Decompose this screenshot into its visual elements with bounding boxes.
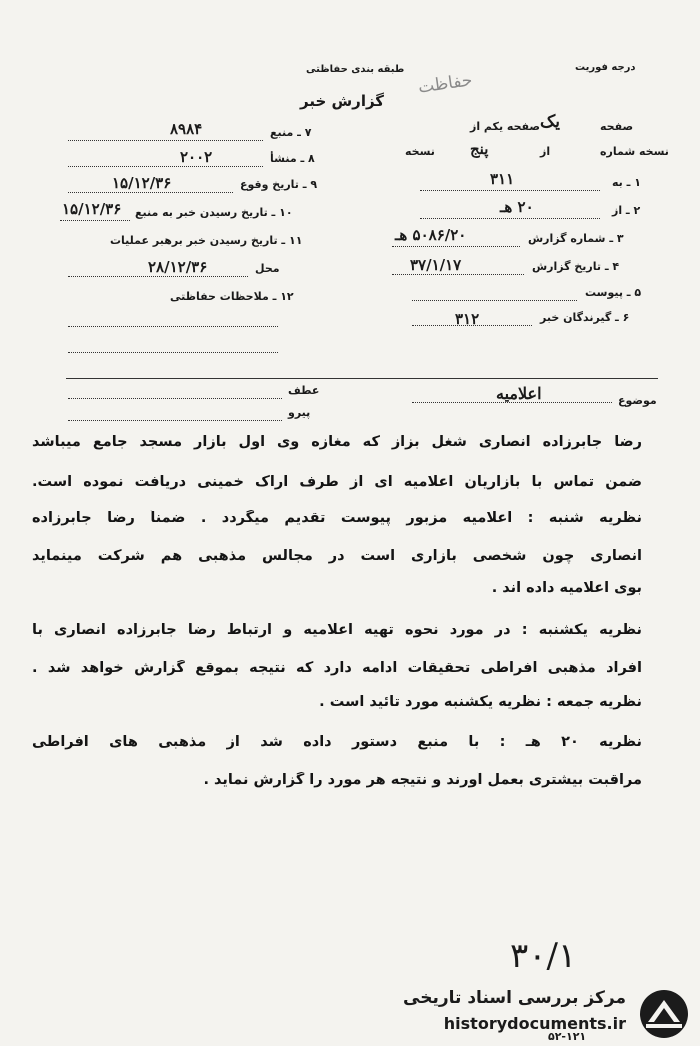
- form-item-recipients-label: ۶ ـ گیرندگان خبر: [540, 311, 630, 324]
- body-line: بوی اعلامیه داده اند .: [491, 580, 642, 596]
- page-number-label: صفحه یکم از: [470, 120, 541, 133]
- body-line: ضمن تماس با بازاریان اعلامیه ای از طرف اراک خمینی دریافت نموده است.: [32, 474, 642, 490]
- body-line: افراد مذهبی افراطی تحقیقات ادامه دارد که نتیجه بموقع گزارش خواهد شد .: [32, 660, 642, 676]
- form-item-report-number-label: ۳ ـ شماره گزارش: [528, 232, 624, 245]
- page-number-value: یک: [540, 112, 560, 132]
- body-line: انصاری چون شخصی بازاری است در مجالس مذهبی هم شرکت مینماید: [32, 548, 642, 564]
- body-line: رضا جابرزاده انصاری شغل بزاز که مغازه وی اول بازار مسجد جامع میباشد: [32, 434, 642, 450]
- form-item-to-value: ۳۱۱: [490, 170, 515, 188]
- watermark-url[interactable]: historydocuments.ir: [443, 1014, 626, 1033]
- form-item-origin-label: ۸ ـ منشأ: [270, 152, 315, 165]
- form-item-from-label: ۲ ـ از: [612, 204, 641, 217]
- reference-label: عطف: [288, 384, 320, 397]
- watermark: [403, 982, 700, 1046]
- classification-label: طبقه بندی حفاظتی: [306, 64, 405, 75]
- page-number-word: صفحه: [600, 120, 634, 133]
- form-item-report-date-value: ۳۷/۱/۱۷: [410, 256, 462, 274]
- form-item-report-date-label: ۴ ـ تاریخ گزارش: [532, 260, 620, 273]
- form-item-origin-value: ۲۰۰۲: [180, 148, 213, 166]
- form-item-place-value: ۲۸/۱۲/۳۶: [148, 258, 208, 276]
- watermark-org-name: مرکز بررسی اسناد تاریخی: [403, 988, 626, 1008]
- form-code: ۵۲-۱۲۱: [548, 1030, 587, 1043]
- form-item-source-date-value: ۱۵/۱۲/۳۶: [62, 200, 122, 218]
- form-item-operations-date-label: ۱۱ ـ تاریخ رسیدن خبر برهبر عملیات: [110, 234, 303, 247]
- body-line: نظریه جمعه : نظریه یکشنبه مورد تائید است .: [319, 694, 642, 710]
- body-line: مراقبت بیشتری بعمل آورند و نتیجه هر مورد را گزارش نماید .: [203, 772, 642, 788]
- form-item-from-value: ۲۰ هـ: [500, 198, 534, 216]
- followup-label: پیرو: [288, 406, 311, 419]
- form-item-event-date-label: ۹ ـ تاریخ وقوع: [240, 178, 318, 191]
- form-item-report-number-value: ۵۰۸۶/۲۰ هـ: [395, 226, 467, 244]
- form-item-attachment-label: ۵ ـ پیوست: [585, 286, 642, 299]
- form-item-source-value: ۸۹۸۴: [170, 120, 203, 138]
- form-item-source-label: ۷ ـ منبع: [270, 126, 312, 139]
- form-item-source-date-label: ۱۰ ـ تاریخ رسیدن خبر به منبع: [135, 206, 293, 219]
- copy-from-label: از: [540, 145, 551, 158]
- form-item-event-date-value: ۱۵/۱۲/۳۶: [112, 174, 172, 192]
- form-item-security-notes-label: ۱۲ ـ ملاحظات حفاظتی: [170, 290, 294, 303]
- form-item-to-label: ۱ ـ به: [612, 176, 641, 189]
- priority-label: درجه فوریت: [575, 62, 636, 73]
- body-line: نظریه یکشنبه : در مورد نحوه تهیه اعلامیه و ارتباط رضا جابرزاده انصاری با: [32, 622, 642, 638]
- body-line: نظریه ۲۰ هـ : با منبع دستور داده شد از مذهبی های افراطی: [32, 734, 642, 750]
- page-title: گزارش خبر: [300, 92, 385, 110]
- classification-stamp: حفاظت: [416, 70, 474, 98]
- subject-value: اعلامیه: [496, 384, 542, 403]
- copy-word: نسخه: [405, 145, 435, 158]
- form-item-recipients-value: ۳۱۲: [455, 310, 480, 328]
- archive-logo-icon: [634, 986, 694, 1042]
- handwritten-page-number: ۳۰/۱: [510, 936, 577, 976]
- body-line: نظریه شنبه : اعلامیه مزبور پیوست تقدیم میگردد . ضمناً رضا جابرزاده: [32, 510, 642, 526]
- copy-number-label: نسخه شماره: [600, 145, 669, 158]
- form-item-place-label: محل: [255, 262, 280, 275]
- subject-label: موضوع: [618, 394, 657, 407]
- copy-count-value: پنج: [470, 140, 489, 158]
